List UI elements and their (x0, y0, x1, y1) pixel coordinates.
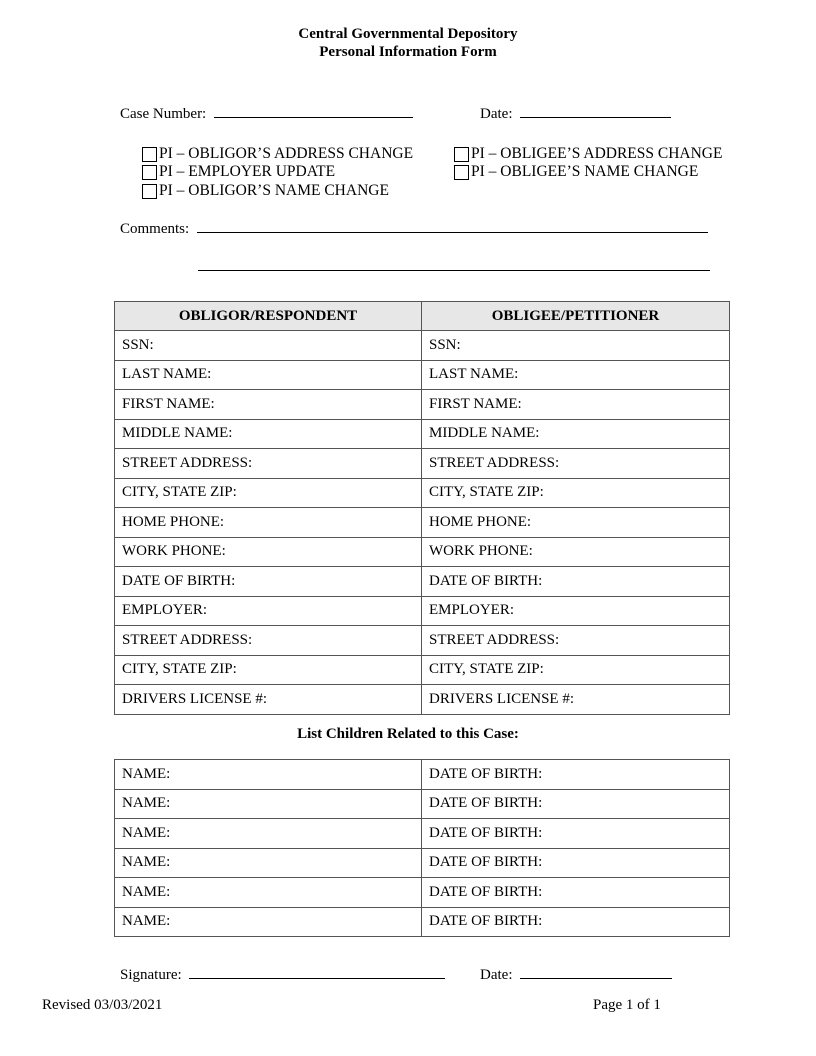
obligee-field-cell[interactable]: EMPLOYER: (422, 596, 730, 626)
obligor-field-cell[interactable]: WORK PHONE: (115, 537, 422, 567)
signature-field[interactable] (120, 964, 445, 984)
checkbox-obligor-address-change[interactable] (142, 145, 413, 163)
comments-field[interactable] (120, 218, 708, 238)
obligee-field-cell[interactable]: FIRST NAME: (422, 390, 730, 420)
table-row (115, 331, 730, 361)
date-field[interactable] (480, 103, 671, 123)
table-row (115, 390, 730, 420)
table-row (115, 878, 730, 908)
child-name-cell[interactable]: NAME: (115, 848, 422, 878)
checkbox-label: PI – OBLIGEE’S NAME CHANGE (471, 163, 699, 180)
comments-line-1[interactable] (197, 218, 708, 233)
obligor-field-cell[interactable]: LAST NAME: (115, 360, 422, 390)
checkbox-label: PI – EMPLOYER UPDATE (159, 163, 336, 180)
table-row (115, 819, 730, 849)
comments-line-2[interactable] (198, 256, 710, 271)
date-blank[interactable] (520, 103, 671, 118)
obligee-field-cell[interactable]: STREET ADDRESS: (422, 626, 730, 656)
checkbox-label: PI – OBLIGEE’S ADDRESS CHANGE (471, 145, 723, 162)
child-name-cell[interactable]: NAME: (115, 878, 422, 908)
table-row (115, 567, 730, 597)
table-row (115, 508, 730, 538)
signature-label: Signature: (120, 967, 182, 983)
checkbox-box[interactable] (454, 165, 469, 180)
child-name-cell[interactable]: NAME: (115, 789, 422, 819)
obligee-field-cell[interactable]: DATE OF BIRTH: (422, 567, 730, 597)
signature-date-field[interactable] (480, 964, 672, 984)
obligee-field-cell[interactable]: HOME PHONE: (422, 508, 730, 538)
checkbox-box[interactable] (142, 165, 157, 180)
case-number-label: Case Number: (120, 106, 207, 122)
child-dob-cell[interactable]: DATE OF BIRTH: (422, 848, 730, 878)
table-row (115, 848, 730, 878)
obligee-field-cell[interactable]: STREET ADDRESS: (422, 449, 730, 479)
child-name-cell[interactable]: NAME: (115, 907, 422, 937)
revised-date: Revised 03/03/2021 (42, 997, 163, 1013)
obligee-column-header: OBLIGEE/PETITIONER (422, 302, 730, 331)
table-row (115, 596, 730, 626)
obligor-field-cell[interactable]: SSN: (115, 331, 422, 361)
checkbox-obligor-name-change[interactable] (142, 182, 389, 200)
table-row (115, 537, 730, 567)
child-name-cell[interactable]: NAME: (115, 760, 422, 790)
obligor-field-cell[interactable]: CITY, STATE ZIP: (115, 478, 422, 508)
table-row (115, 907, 730, 937)
children-heading: List Children Related to this Case: (297, 726, 519, 742)
date-label: Date: (480, 106, 513, 122)
table-row (115, 419, 730, 449)
obligor-field-cell[interactable]: CITY, STATE ZIP: (115, 655, 422, 685)
form-agency-title: Central Governmental Depository (298, 26, 518, 42)
page-number: Page 1 of 1 (593, 997, 661, 1013)
obligor-field-cell[interactable]: DATE OF BIRTH: (115, 567, 422, 597)
checkbox-obligee-name-change[interactable] (454, 163, 698, 181)
obligee-field-cell[interactable]: CITY, STATE ZIP: (422, 478, 730, 508)
obligor-field-cell[interactable]: HOME PHONE: (115, 508, 422, 538)
table-row (115, 685, 730, 715)
table-row (115, 789, 730, 819)
child-name-cell[interactable]: NAME: (115, 819, 422, 849)
checkbox-obligee-address-change[interactable] (454, 145, 722, 163)
obligee-field-cell[interactable]: LAST NAME: (422, 360, 730, 390)
obligor-field-cell[interactable]: MIDDLE NAME: (115, 419, 422, 449)
child-dob-cell[interactable]: DATE OF BIRTH: (422, 907, 730, 937)
case-number-blank[interactable] (214, 103, 413, 118)
table-row (115, 655, 730, 685)
table-row (115, 626, 730, 656)
table-row (115, 478, 730, 508)
obligee-field-cell[interactable]: MIDDLE NAME: (422, 419, 730, 449)
table-row (115, 760, 730, 790)
checkbox-box[interactable] (142, 147, 157, 162)
obligee-field-cell[interactable]: CITY, STATE ZIP: (422, 655, 730, 685)
checkbox-box[interactable] (454, 147, 469, 162)
signature-date-label: Date: (480, 967, 513, 983)
form-title: Personal Information Form (319, 44, 497, 60)
children-table (114, 759, 730, 937)
table-row (115, 449, 730, 479)
obligee-field-cell[interactable]: WORK PHONE: (422, 537, 730, 567)
table-header-row (115, 302, 730, 331)
obligor-field-cell[interactable]: DRIVERS LICENSE #: (115, 685, 422, 715)
checkbox-box[interactable] (142, 184, 157, 199)
checkbox-label: PI – OBLIGOR’S ADDRESS CHANGE (159, 145, 414, 162)
table-row (115, 360, 730, 390)
obligor-field-cell[interactable]: FIRST NAME: (115, 390, 422, 420)
obligor-field-cell[interactable]: STREET ADDRESS: (115, 449, 422, 479)
checkbox-employer-update[interactable] (142, 163, 335, 181)
child-dob-cell[interactable]: DATE OF BIRTH: (422, 878, 730, 908)
obligor-field-cell[interactable]: STREET ADDRESS: (115, 626, 422, 656)
child-dob-cell[interactable]: DATE OF BIRTH: (422, 789, 730, 819)
obligor-column-header: OBLIGOR/RESPONDENT (115, 302, 422, 331)
obligee-field-cell[interactable]: SSN: (422, 331, 730, 361)
signature-date-blank[interactable] (520, 964, 672, 979)
child-dob-cell[interactable]: DATE OF BIRTH: (422, 760, 730, 790)
party-information-table (114, 301, 730, 715)
comments-label: Comments: (120, 221, 190, 237)
child-dob-cell[interactable]: DATE OF BIRTH: (422, 819, 730, 849)
signature-blank[interactable] (189, 964, 445, 979)
obligee-field-cell[interactable]: DRIVERS LICENSE #: (422, 685, 730, 715)
case-number-field[interactable] (120, 103, 413, 123)
obligor-field-cell[interactable]: EMPLOYER: (115, 596, 422, 626)
checkbox-label: PI – OBLIGOR’S NAME CHANGE (159, 182, 389, 199)
